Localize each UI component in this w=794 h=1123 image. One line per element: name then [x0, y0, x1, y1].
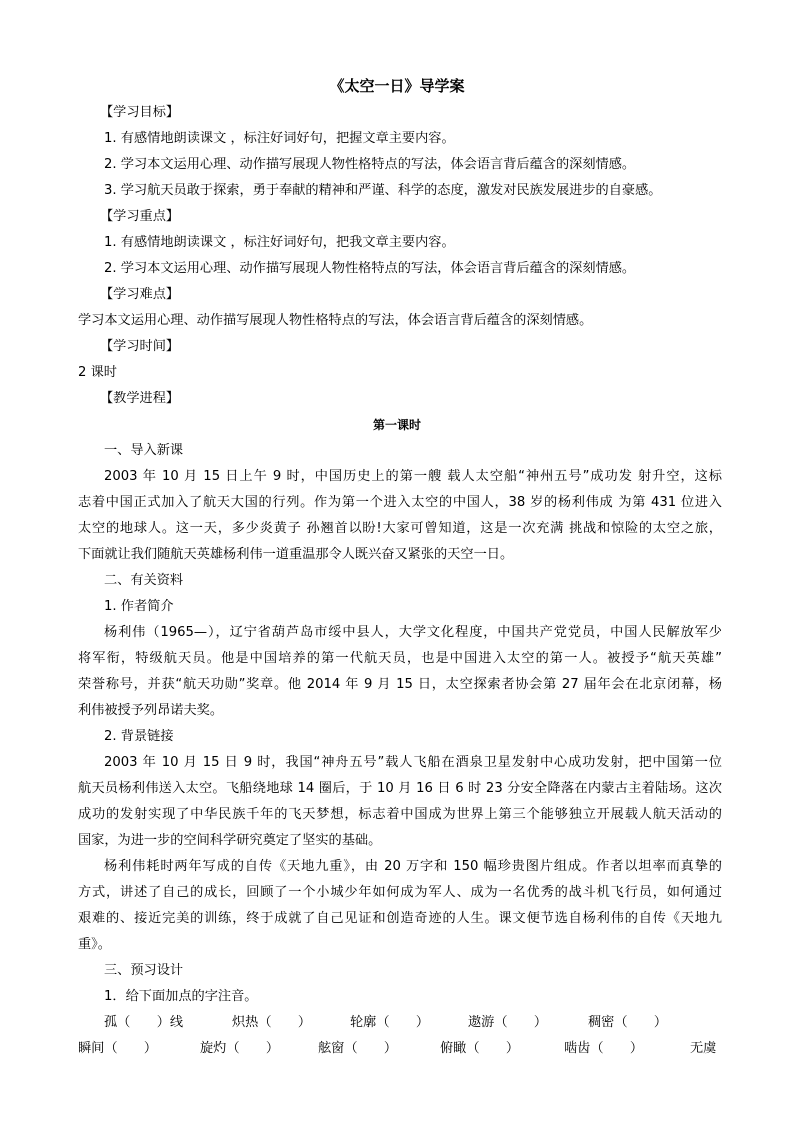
paragraph-line: 志着中国正式加入了航天大国的行列。作为第一个进入太空的中国人，38 岁的杨利伟成 为第 431 位进入: [78, 495, 722, 510]
page-title: 《太空一日》导学案: [329, 77, 465, 95]
paragraph-line: 国家，为进一步的空间科学研究奠定了坚实的基础。: [78, 833, 382, 848]
pinyin-blank: 无虞: [690, 1041, 717, 1056]
goal-item: 1. 有感情地朗读课文 ，标注好词好句，把握文章主要内容。: [104, 131, 455, 146]
goals-heading: 【学习目标】: [100, 105, 180, 120]
paragraph-line: 杨利伟（1965—），辽宁省葫芦岛市绥中县人，大学文化程度，中国共产党党员，中国人民解放军少: [104, 625, 722, 640]
paragraph-line: 荣誉称号，并获“航天功勋”奖章。他 2014 年 9 月 15 日，太空探索者协会第 27 届年会在北京闭幕，杨: [78, 677, 722, 692]
pinyin-blank: 瞬间（ ）: [78, 1041, 158, 1056]
goal-item: 3. 学习航天员敢于探索，勇于奉献的精神和严谨、科学的态度，激发对民族发展进步的自豪感。: [104, 183, 662, 198]
subsection-heading: 2. 背景链接: [104, 729, 174, 744]
paragraph-line: 杨利伟耗时两年写成的自传《天地九重》，由 20 万字和 150 幅珍贵图片组成。作者以坦率而真挚的: [104, 859, 722, 874]
paragraph-line: 成功的发射实现了中华民族千年的飞天梦想，标志着中国成为世界上第三个能够独立开展载人航天活动的: [78, 807, 722, 822]
paragraph-line: 利伟被授予列昂诺夫奖。: [78, 703, 224, 718]
paragraph-line: 下面就让我们随航天英雄杨利伟一道重温那令人既兴奋又紧张的天空一日。: [78, 547, 514, 562]
time-text: 2 课时: [78, 365, 117, 380]
pinyin-blank: 孤（ ）线: [104, 1015, 184, 1030]
paragraph-line: 将军衔，特级航天员。他是中国培养的第一代航天员，也是中国进入太空的第一人。被授予“航天英雄”: [78, 651, 722, 666]
key-points-heading: 【学习重点】: [100, 209, 180, 224]
difficulty-text: 学习本文运用心理、动作描写展现人物性格特点的写法，体会语言背后蕴含的深刻情感。: [78, 313, 593, 328]
key-point-item: 2. 学习本文运用心理、动作描写展现人物性格特点的写法，体会语言背后蕴含的深刻情感。: [104, 261, 636, 276]
pinyin-blank: 遨游（ ）: [468, 1015, 548, 1030]
time-heading: 【学习时间】: [100, 339, 180, 354]
pinyin-blank: 旋灼（ ）: [200, 1041, 280, 1056]
pinyin-blank: 俯瞰（ ）: [440, 1041, 520, 1056]
pinyin-blank: 啮齿（ ）: [564, 1041, 644, 1056]
question-text: 1．给下面加点的字注音。: [104, 989, 258, 1004]
paragraph-line: 艰难的、接近完美的训练，终于成就了自己见证和创造奇迹的人生。课文便节选自杨利伟的自传《天地九: [78, 911, 722, 926]
key-point-item: 1. 有感情地朗读课文 ，标注好词好句，把我文章主要内容。: [104, 235, 455, 250]
paragraph-line: 方式，讲述了自己的成长，回顾了一个小城少年如何成为军人、成为一名优秀的战斗机飞行员，如何通过: [78, 885, 722, 900]
pinyin-blank: 舷窗（ ）: [318, 1041, 398, 1056]
section-heading: 三、预习设计: [104, 963, 184, 978]
subsection-heading: 1. 作者简介: [104, 599, 174, 614]
paragraph-line: 重》。: [78, 937, 111, 952]
section-heading: 二、有关资料: [104, 573, 184, 588]
pinyin-blank: 轮廓（ ）: [350, 1015, 430, 1030]
paragraph-line: 2003 年 10 月 15 日 9 时，我国“神舟五号”载人飞船在酒泉卫星发射中心成功发射，把中国第一位: [104, 755, 722, 770]
lesson-title: 第一课时: [372, 418, 421, 432]
difficulty-heading: 【学习难点】: [100, 287, 180, 302]
paragraph-line: 太空的地球人。这一天，多少炎黄子 孙翘首以盼!大家可曾知道，这是一次充满 挑战和惊险的太空之旅，: [78, 521, 722, 536]
process-heading: 【教学进程】: [100, 391, 180, 406]
paragraph-line: 航天员杨利伟送入太空。飞船绕地球 14 圈后，于 10 月 16 日 6 时 23 分安全降落在内蒙古主着陆场。这次: [78, 781, 722, 796]
paragraph-line: 2003 年 10 月 15 日上午 9 时，中国历史上的第一艘 载人太空船“神州五号”成功发 射升空，这标: [104, 469, 722, 484]
pinyin-blank: 炽热（ ）: [232, 1015, 312, 1030]
pinyin-blank: 稠密（ ）: [588, 1015, 668, 1030]
goal-item: 2. 学习本文运用心理、动作描写展现人物性格特点的写法，体会语言背后蕴含的深刻情感。: [104, 157, 636, 172]
section-heading: 一、导入新课: [104, 443, 184, 458]
